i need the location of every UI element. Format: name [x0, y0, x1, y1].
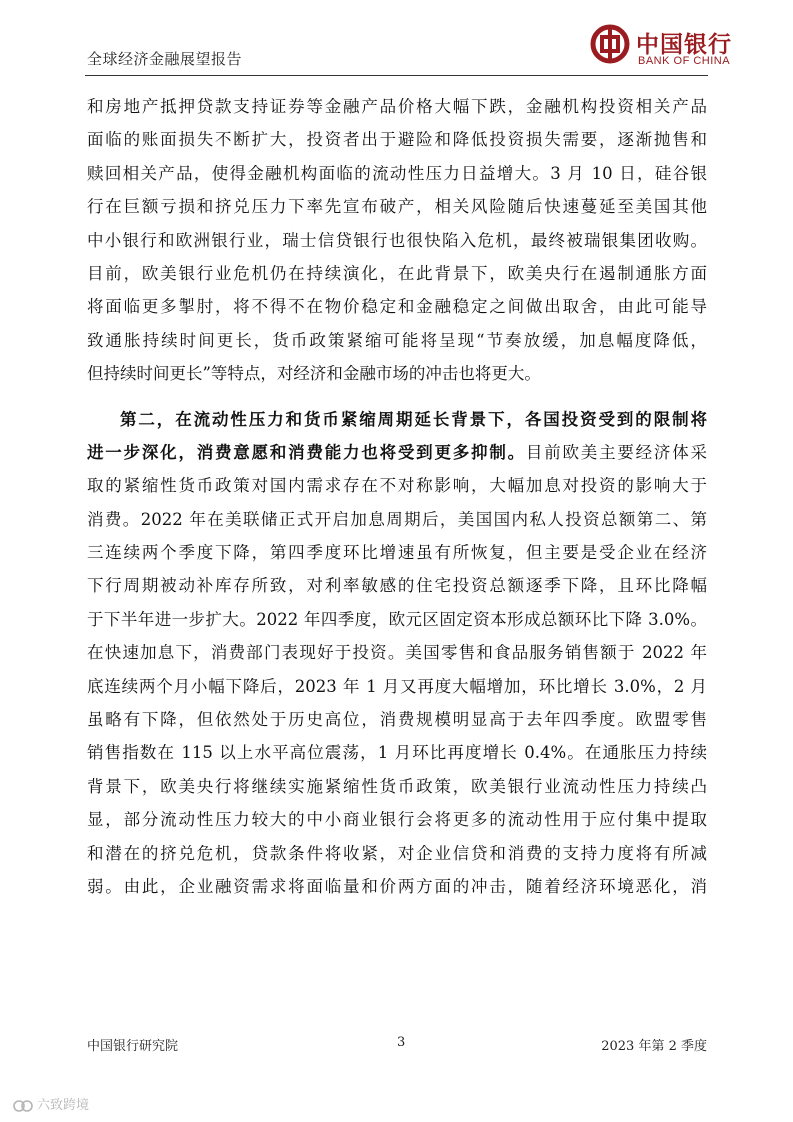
text-line: 行在巨额亏损和挤兑压力下率先宣布破产，相关风险随后快速蔓延至美国其他: [87, 197, 707, 217]
text-line: 显，部分流动性压力较大的中小商业银行会将更多的流动性用于应付集中提取: [87, 810, 707, 830]
report-title: 全球经济金融展望报告: [87, 50, 243, 68]
paragraph-spacer: [87, 391, 707, 403]
text-line: 目前，欧美银行业危机仍在持续演化，在此背景下，欧美央行在遏制通胀方面: [87, 263, 707, 283]
text-line: 在快速加息下，消费部门表现好于投资。美国零售和食品服务销售额于 2022 年: [87, 643, 707, 663]
watermark-text: 六致跨境: [37, 1097, 90, 1112]
bank-logo: [590, 20, 730, 72]
logo-chinese-name: 中国银行: [636, 31, 732, 58]
text-line: 于下半年进一步扩大。2022 年四季度，欧元区固定资本形成总额环比下降 3.0%。: [87, 609, 707, 629]
text-line: 和潜在的挤兑危机，贷款条件将收紧，对企业信贷和消费的支持力度将有所减: [87, 843, 707, 863]
bank-of-china-emblem-icon: [590, 24, 630, 64]
text-line: 背景下，欧美央行将继续实施紧缩性货币政策，欧美银行业流动性压力持续凸: [87, 776, 707, 796]
text-line: 取的紧缩性货币政策对国内需求存在不对称影响，大幅加息对投资的影响大于: [87, 476, 707, 496]
text-line: 销售指数在 115 以上水平高位震荡，1 月环比再度增长 0.4%。在通胀压力持续: [87, 743, 707, 763]
text-line: [87, 436, 707, 469]
text-segment: 目前欧美主要经济体采: [525, 442, 708, 462]
header-divider: [85, 75, 708, 76]
paragraph-2: [87, 403, 707, 904]
footer-institute: 中国银行研究院: [87, 1039, 179, 1054]
page-number: 3: [397, 1035, 406, 1050]
footer-period: 2023 年第 2 季度: [601, 1039, 707, 1054]
text-line: 赎回相关产品，使得金融机构面临的流动性压力日益增大。3 月 10 日，硅谷银: [87, 163, 707, 183]
text-line: 三连续两个季度下降，第四季度环比增速虽有所恢复，但主要是受企业在经济: [87, 543, 707, 563]
watermark-logo-icon: [12, 1099, 34, 1113]
report-body: [87, 90, 707, 903]
text-line: 消费。2022 年在美联储正式开启加息周期后，美国国内私人投资总额第二、第: [87, 509, 707, 529]
text-line: 弱。由此，企业融资需求将面临量和价两方面的冲击，随着经济环境恶化，消: [87, 876, 707, 896]
bold-heading-continuation: 进一步深化，消费意愿和消费能力也将受到更多抑制。: [87, 442, 526, 462]
text-line: 虽略有下降，但依然处于历史高位，消费规模明显高于去年四季度。欧盟零售: [87, 710, 707, 730]
page-footer: [87, 1035, 707, 1055]
text-line: 和房地产抵押贷款支持证券等金融产品价格大幅下跌，金融机构投资相关产品: [87, 97, 707, 116]
text-line: 将面临更多掣肘，将不得不在物价稳定和金融稳定之间做出取舍，由此可能导: [87, 297, 707, 317]
text-line: 面临的账面损失不断扩大，投资者出于避险和降低投资损失需要，逐渐抛售和: [87, 130, 707, 150]
paragraph-1: [87, 90, 707, 391]
text-line: 底连续两个月小幅下降后，2023 年 1 月又再度大幅增加，环比增长 3.0%，2 月: [87, 676, 707, 696]
text-line: 但持续时间更长”等特点，对经济和金融市场的冲击也将更大。: [87, 364, 541, 384]
watermark: [12, 1094, 89, 1113]
logo-english-name: BANK OF CHINA: [638, 55, 731, 67]
text-line: 中小银行和欧洲银行业，瑞士信贷银行也很快陷入危机，最终被瑞银集团收购。: [87, 230, 707, 250]
text-line: 下行周期被动补库存所致，对利率敏感的住宅投资总额逐季下降，且环比降幅: [87, 576, 707, 596]
bold-heading-line: 第二，在流动性压力和货币紧缩周期延长背景下，各国投资受到的限制将: [120, 409, 707, 429]
text-line: 致通胀持续时间更长，货币政策紧缩可能将呈现“节奏放缓，加息幅度降低，: [87, 330, 707, 350]
